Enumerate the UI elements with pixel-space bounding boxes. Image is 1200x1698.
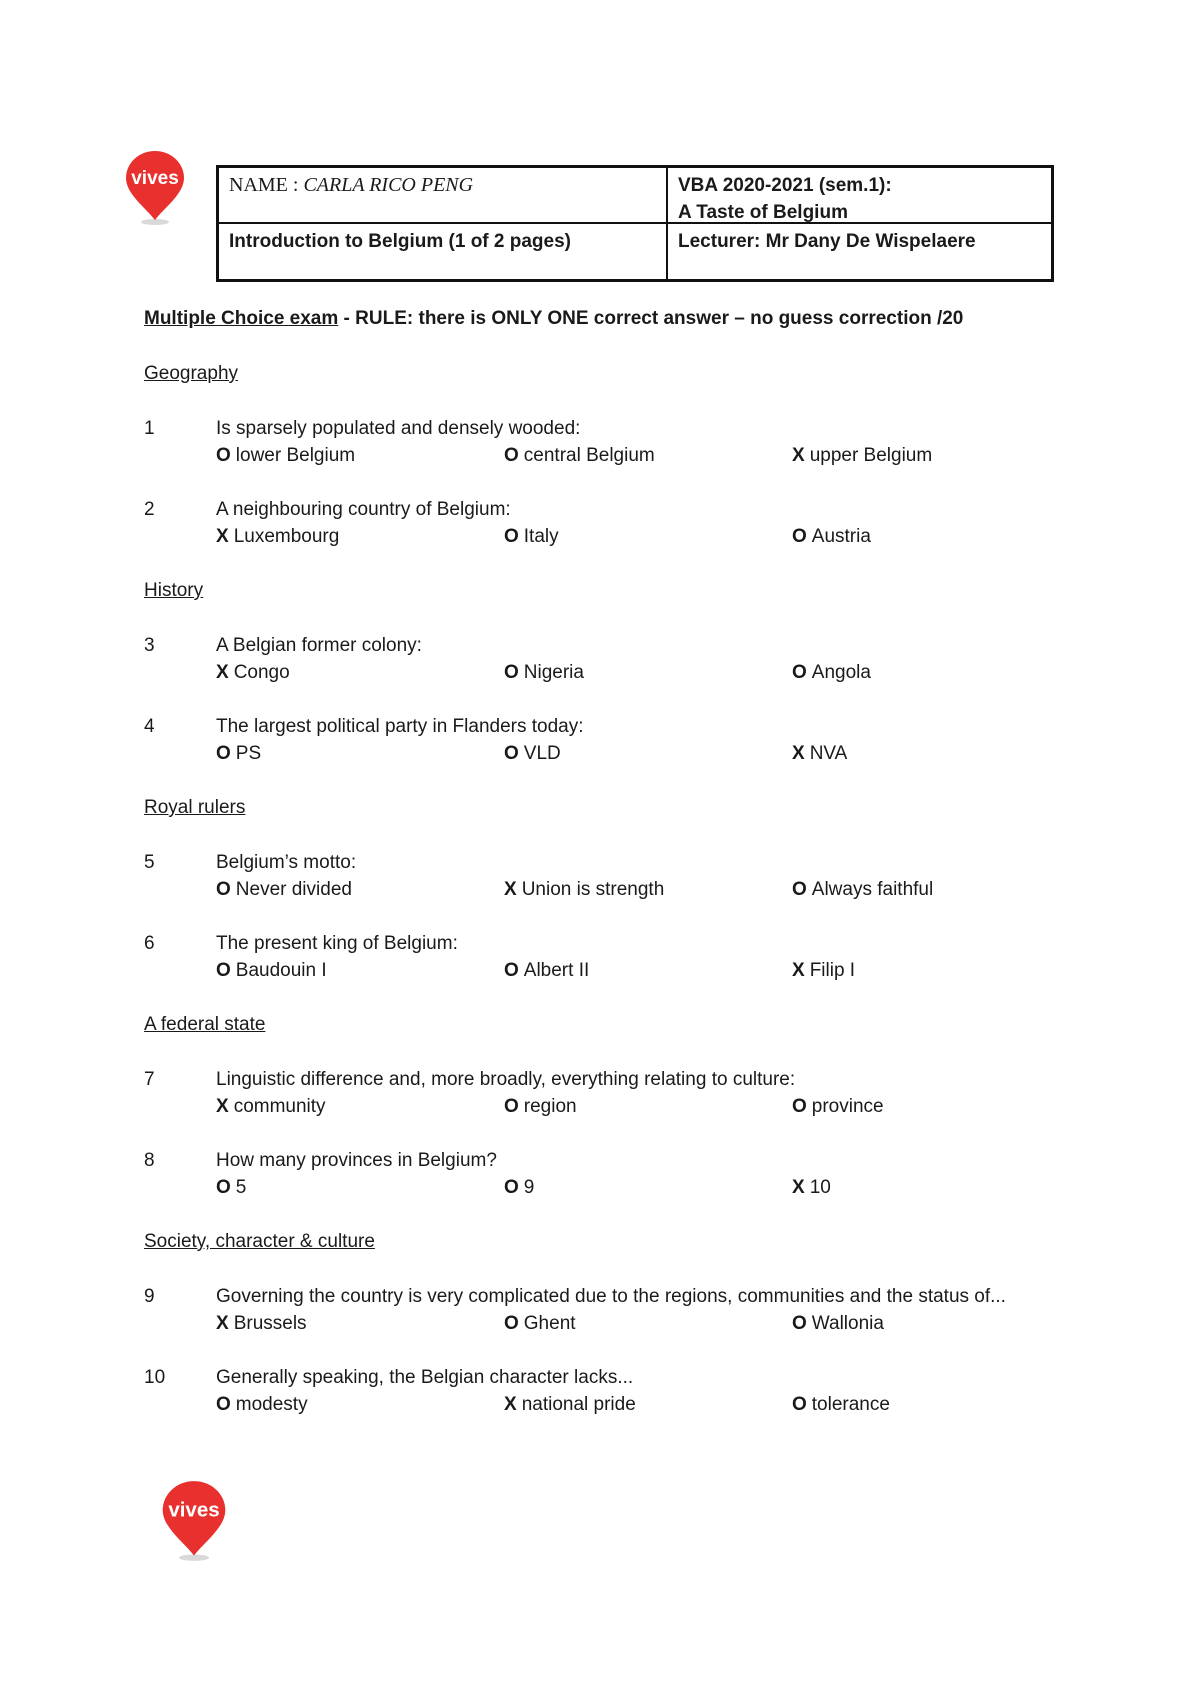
answer-label: province [811,1096,884,1117]
answer-label: modesty [235,1394,308,1415]
answer-option[interactable] [216,957,504,984]
question-text: Governing the country is very complicated due to the regions, communities and the status of... [216,1286,1006,1307]
course-title: A Taste of Belgium [678,202,848,223]
name-label: NAME : [229,174,304,196]
logo-text: vives [168,1498,220,1522]
answer-option[interactable] [792,1391,1064,1418]
answer-mark: O [216,960,231,981]
question-number: 8 [144,1150,155,1171]
answer-label: region [523,1096,577,1117]
section-title: History [144,580,204,601]
answer-mark: X [216,1096,229,1117]
answer-mark: O [792,1096,807,1117]
answer-mark: X [216,662,229,683]
answer-mark: O [504,445,519,466]
answer-label: Baudouin I [235,960,327,981]
answer-label: Brussels [233,1313,307,1334]
question-body [216,1147,1064,1201]
answer-options [216,1391,1064,1418]
question-item [144,1066,1064,1120]
answer-mark: O [792,662,807,683]
answer-options [216,957,1064,984]
answer-options [216,1093,1064,1120]
answer-mark: X [792,960,805,981]
question-text: How many provinces in Belgium? [216,1150,497,1171]
question-body [216,713,1064,767]
section-title: Royal rulers [144,797,246,818]
answer-option[interactable] [504,740,792,767]
answer-option[interactable] [792,1174,1064,1201]
answer-option[interactable] [792,740,1064,767]
question-item [144,713,1064,767]
answer-options [216,1174,1064,1201]
answer-label: VLD [523,743,561,764]
answer-label: Albert II [523,960,590,981]
answer-option[interactable] [216,442,504,469]
question-item [144,1364,1064,1418]
question-number: 3 [144,635,155,656]
answer-mark: O [504,526,519,547]
answer-label: Italy [523,526,559,547]
answer-option[interactable] [792,659,1064,686]
section-title: A federal state [144,1014,266,1035]
question-item [144,496,1064,550]
answer-mark: O [216,879,231,900]
answer-label: Nigeria [523,662,584,683]
question-item [144,849,1064,903]
answer-label: Angola [811,662,871,683]
answer-option[interactable] [504,1310,792,1337]
course-code: VBA 2020-2021 (sem.1): [678,175,892,196]
exam-rule-text: - RULE: there is ONLY ONE correct answer – no guess correction /20 [338,308,964,329]
logo-text: vives [131,168,179,189]
answer-mark: O [504,1177,519,1198]
answer-options [216,876,1064,903]
answer-mark: O [504,1313,519,1334]
question-text: The largest political party in Flanders today: [216,716,584,737]
question-body [216,415,1064,469]
answer-mark: O [504,662,519,683]
question-text: A neighbouring country of Belgium: [216,499,511,520]
answer-label: Filip I [809,960,856,981]
answer-label: Austria [811,526,871,547]
question-body [216,496,1064,550]
answer-option[interactable] [216,659,504,686]
answer-label: Ghent [523,1313,576,1334]
header-table [216,165,1054,282]
answer-option[interactable] [504,1093,792,1120]
question-number: 1 [144,418,155,439]
question-body [216,1066,1064,1120]
question-body [216,1364,1064,1418]
answer-mark: X [792,743,805,764]
answer-options [216,1310,1064,1337]
answer-label: central Belgium [523,445,655,466]
question-text: Linguistic difference and, more broadly, everything relating to culture: [216,1069,796,1090]
answer-mark: O [792,1313,807,1334]
answer-mark: O [792,879,807,900]
answer-label: Congo [233,662,290,683]
answer-option[interactable] [216,523,504,550]
answer-label: upper Belgium [809,445,933,466]
answer-option[interactable] [504,523,792,550]
answer-option[interactable] [216,1391,504,1418]
answer-option[interactable] [792,442,1064,469]
answer-mark: O [216,1394,231,1415]
answer-option[interactable] [792,876,1064,903]
answer-option[interactable] [216,1310,504,1337]
question-item [144,632,1064,686]
answer-option[interactable] [504,659,792,686]
question-number: 2 [144,499,155,520]
answer-option[interactable] [216,1093,504,1120]
answer-label: Union is strength [521,879,665,900]
question-text: A Belgian former colony: [216,635,422,656]
question-body [216,930,1064,984]
answer-mark: X [792,445,805,466]
question-text: Generally speaking, the Belgian character lacks... [216,1367,634,1388]
answer-option[interactable] [216,740,504,767]
student-name: CARLA RICO PENG [303,174,474,196]
answer-options [216,740,1064,767]
exam-rule [144,305,1064,333]
answer-label: Luxembourg [233,526,340,547]
question-body [216,849,1064,903]
answer-label: PS [235,743,262,764]
answer-option[interactable] [504,442,792,469]
vives-logo-footer [160,1480,228,1562]
answer-label: 9 [523,1177,535,1198]
answer-mark: O [216,445,231,466]
exam-title: Multiple Choice exam [144,308,339,329]
question-item [144,1147,1064,1201]
question-text: Belgium’s motto: [216,852,357,873]
answer-option[interactable] [504,1391,792,1418]
exam-content [144,305,1064,1418]
answer-label: lower Belgium [235,445,356,466]
question-item [144,930,1064,984]
answer-option[interactable] [504,1174,792,1201]
answer-mark: X [504,1394,517,1415]
question-number: 7 [144,1069,155,1090]
answer-mark: O [792,1394,807,1415]
answer-option[interactable] [216,1174,504,1201]
name-cell [219,168,668,224]
answer-label: 5 [235,1177,247,1198]
question-body [216,632,1064,686]
answer-option[interactable] [216,876,504,903]
question-text: The present king of Belgium: [216,933,458,954]
answer-label: tolerance [811,1394,890,1415]
answer-mark: X [792,1177,805,1198]
answer-options [216,523,1064,550]
answer-mark: O [504,1096,519,1117]
topic-cell: Introduction to Belgium (1 of 2 pages) [219,224,668,279]
section-title: Society, character & culture [144,1231,375,1252]
question-item [144,415,1064,469]
lecturer-cell: Lecturer: Mr Dany De Wispelaere [678,231,976,252]
answer-label: national pride [521,1394,636,1415]
answer-mark: X [216,526,229,547]
question-number: 4 [144,716,155,737]
answer-label: Never divided [235,879,352,900]
answer-option[interactable] [504,876,792,903]
answer-option[interactable] [792,1310,1064,1337]
question-number: 6 [144,933,155,954]
answer-mark: O [504,960,519,981]
section-title: Geography [144,363,239,384]
answer-label: 10 [809,1177,831,1198]
question-body [216,1283,1064,1337]
answer-options [216,659,1064,686]
vives-logo [124,150,186,226]
answer-mark: O [792,526,807,547]
answer-option[interactable] [792,1093,1064,1120]
answer-option[interactable] [504,957,792,984]
question-number: 5 [144,852,155,873]
answer-label: Always faithful [811,879,934,900]
answer-option[interactable] [792,957,1064,984]
answer-mark: X [504,879,517,900]
vives-logo-icon [160,1480,228,1562]
answer-options [216,442,1064,469]
answer-option[interactable] [792,523,1064,550]
question-number: 9 [144,1286,155,1307]
question-number: 10 [144,1367,166,1388]
answer-mark: O [216,743,231,764]
answer-mark: O [504,743,519,764]
vives-logo-icon [124,150,186,226]
answer-label: Wallonia [811,1313,884,1334]
course-cell [668,168,1051,224]
answer-mark: X [216,1313,229,1334]
answer-mark: O [216,1177,231,1198]
answer-label: community [233,1096,326,1117]
question-text: Is sparsely populated and densely wooded: [216,418,581,439]
question-item [144,1283,1064,1337]
answer-label: NVA [809,743,848,764]
